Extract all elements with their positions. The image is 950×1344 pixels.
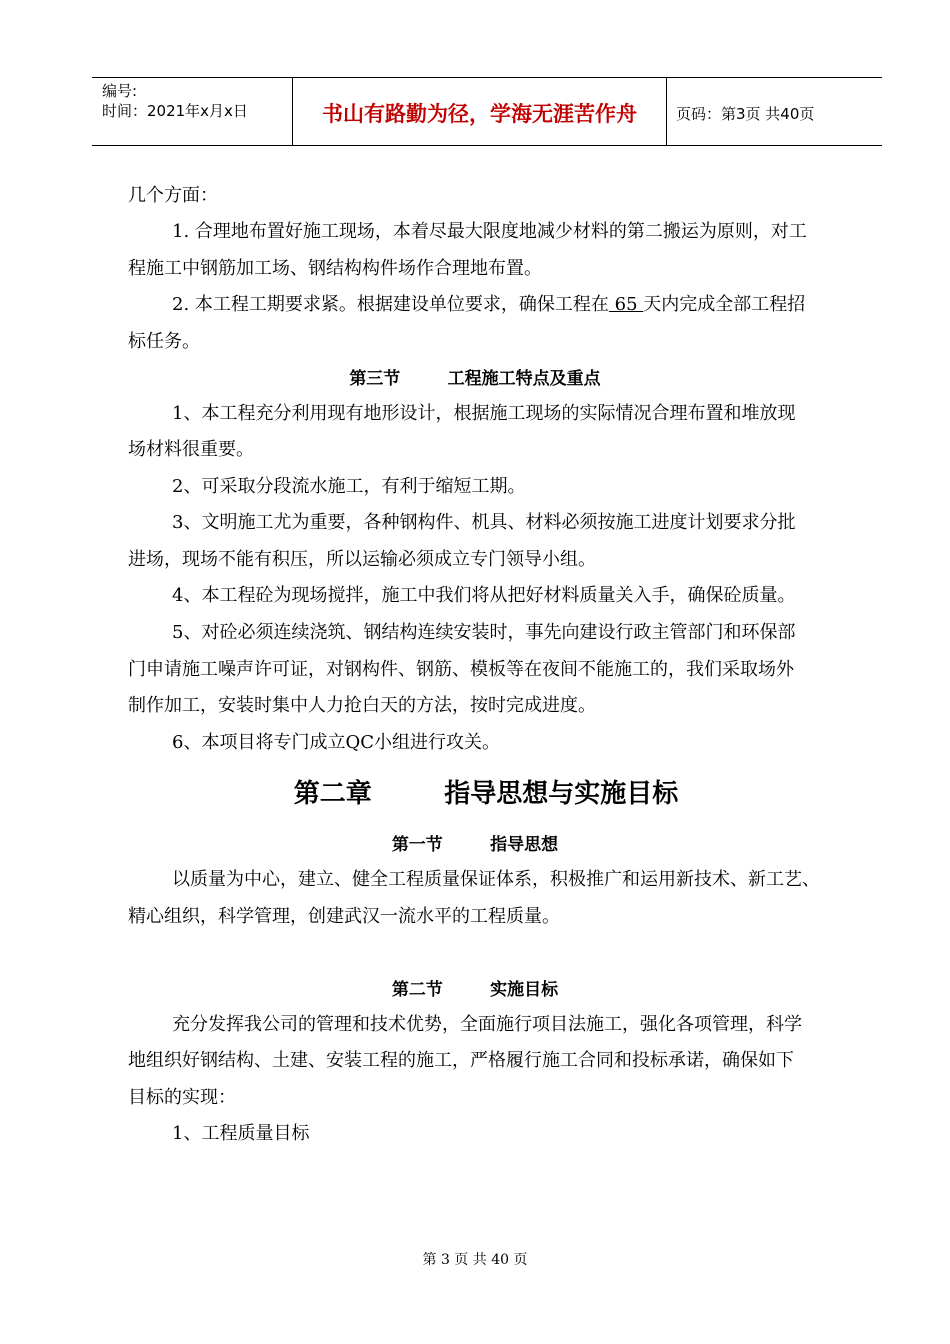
paragraph-line: 1. 合理地布置好施工现场，本着尽最大限度地减少材料的第二搬运为原则，对工 bbox=[172, 221, 807, 242]
header-right-cell bbox=[666, 78, 882, 145]
paragraph-line: 制作加工，安装时集中人力抢白天的方法，按时完成进度。 bbox=[128, 695, 596, 716]
document-number-label: 编号: bbox=[102, 82, 138, 100]
paragraph-line: 地组织好钢结构、土建、安装工程的施工，严格履行施工合同和投标承诺，确保如下 bbox=[128, 1050, 794, 1071]
section-heading-3: 第三节 工程施工特点及重点 bbox=[349, 369, 601, 389]
section-heading-2: 第二节 实施目标 bbox=[391, 980, 559, 1000]
section-heading-1: 第一节 指导思想 bbox=[391, 835, 559, 855]
paragraph-line: 目标的实现： bbox=[128, 1087, 236, 1108]
page-footer: 第 3 页 共 40 页 bbox=[422, 1252, 528, 1268]
paragraph-line: 进场，现场不能有积压，所以运输必须成立专门领导小组。 bbox=[128, 549, 596, 570]
header-left-cell bbox=[92, 78, 292, 145]
page-header bbox=[92, 77, 882, 146]
paragraph-line: 1、工程质量目标 bbox=[172, 1123, 310, 1144]
document-time-label: 时间：2021年x月x日 bbox=[102, 102, 248, 120]
paragraph-line: 场材料很重要。 bbox=[128, 439, 254, 460]
paragraph-line: 5、对砼必须连续浇筑、钢结构连续安装时，事先向建设行政主管部门和环保部 bbox=[172, 622, 796, 643]
header-motto: 书山有路勤为径，学海无涯苦作舟 bbox=[322, 102, 637, 126]
paragraph-line: 以质量为中心，建立、健全工程质量保证体系，积极推广和运用新技术、新工艺、 bbox=[172, 869, 820, 890]
paragraph-line: 门申请施工噪声许可证，对钢构件、钢筋、模板等在夜间不能施工的，我们采取场外 bbox=[128, 659, 794, 680]
paragraph-line: 几个方面： bbox=[128, 185, 218, 206]
paragraph-line: 2、可采取分段流水施工，有利于缩短工期。 bbox=[172, 476, 526, 497]
paragraph-line bbox=[172, 290, 805, 316]
paragraph-line: 充分发挥我公司的管理和技术优势，全面施行项目法施工，强化各项管理，科学 bbox=[172, 1014, 802, 1035]
header-page-info: 页码：第3页 共40页 bbox=[676, 105, 815, 123]
paragraph-line: 精心组织，科学管理，创建武汉一流水平的工程质量。 bbox=[128, 906, 560, 927]
duration-days: 65 bbox=[608, 294, 644, 315]
text-span: 2. 本工程工期要求紧。根据建设单位要求，确保工程在 bbox=[172, 294, 609, 315]
paragraph-line: 3、文明施工尤为重要，各种钢构件、机具、材料必须按施工进度计划要求分批 bbox=[172, 512, 796, 533]
paragraph-line: 标任务。 bbox=[128, 331, 200, 352]
paragraph-line: 4、本工程砼为现场搅拌，施工中我们将从把好材料质量关入手，确保砼质量。 bbox=[172, 585, 796, 606]
header-motto-cell bbox=[292, 78, 667, 145]
paragraph-line: 1、本工程充分利用现有地形设计，根据施工现场的实际情况合理布置和堆放现 bbox=[172, 403, 796, 424]
text-span: 天内完成全部工程招 bbox=[643, 294, 806, 315]
paragraph-line: 程施工中钢筋加工场、钢结构构件场作合理地布置。 bbox=[128, 258, 542, 279]
chapter-heading: 第二章 指导思想与实施目标 bbox=[293, 779, 679, 809]
paragraph-line: 6、本项目将专门成立QC小组进行攻关。 bbox=[172, 732, 500, 753]
